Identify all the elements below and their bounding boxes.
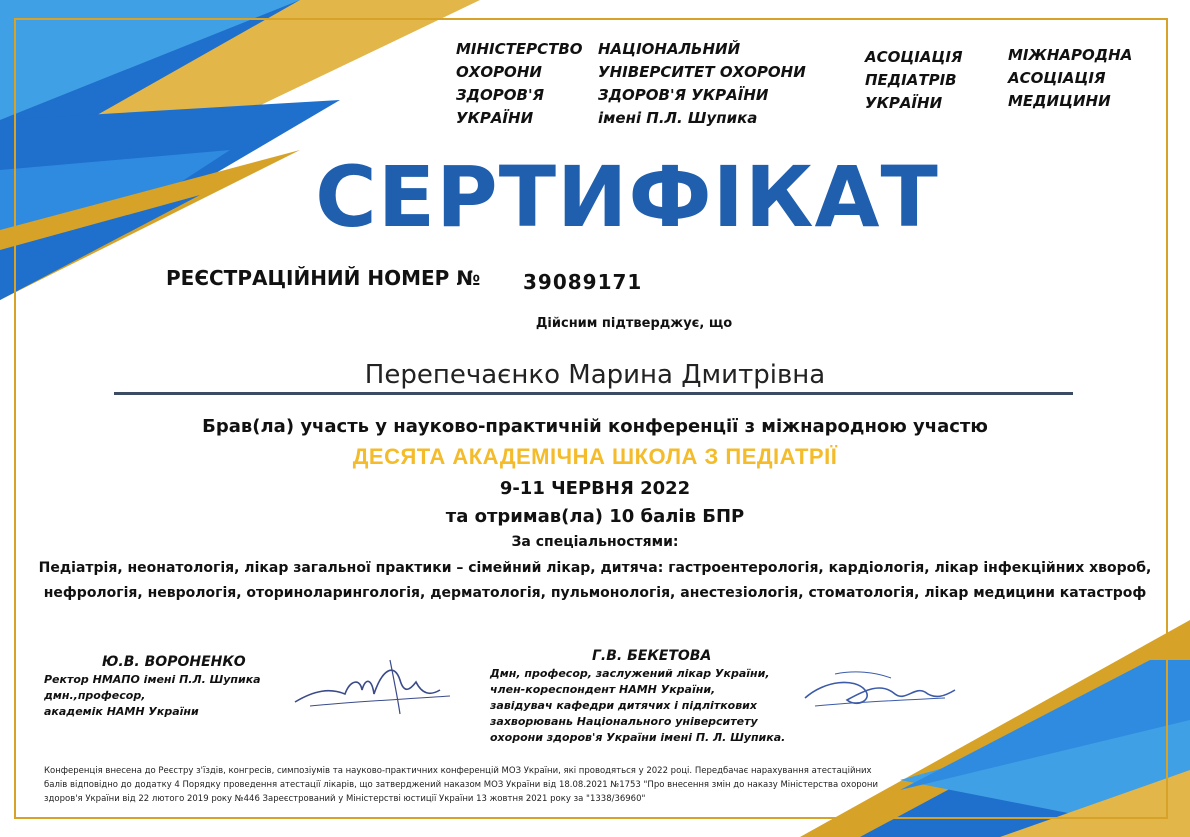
- confirm-text: Дійсним підтверджує, що: [535, 316, 733, 331]
- specialties-list: Педіатрія, неонатологія, лікар загальної практики – сімейний лікар, дитяча: гастроентерологія, кардіологія, лікар інфекційних хвороб, нефрологія, неврологія, оториноларингологія, дерматологія, пульмонологія, анестезіологія, стоматологія, лікар медицини катастроф: [38, 560, 1152, 601]
- org-pediatric-association: АСОЦІАЦІЯ ПЕДІАТРІВ УКРАЇНИ: [865, 48, 963, 112]
- signatory-1-description: Ректор НМАПО імені П.Л. Шупика дмн.,професор, академік НАМН України: [44, 673, 261, 718]
- signatory-2-description: Дмн, професор, заслужений лікар України, член-кореспондент НАМН України, завідувач кафедри дитячих і підліткових захворювань Національного університету охорони здоров'я України імені П. Л. Шупика.: [490, 667, 786, 744]
- signature-2-image: [795, 660, 965, 725]
- footer-note: Конференція внесена до Реєстру з'їздів, конгресів, симпозіумів та науково-практичних конференцій МОЗ України, які проводяться у 2022 році. Передбачає нарахування атестаційних балів відповідно до додатку 4 Порядку проведення атестації лікарів, що затверджений наказом МОЗ України від 18.08.2021 №1753 "Про внесення змін до наказу Міністерства охорони здоров'я України від 22 лютого 2019 року №446 Зареєстрований у Міністерстві юстиції України 13 жовтня 2021 року за "1338/36960": [44, 766, 878, 804]
- registration-label: РЕЄСТРАЦІЙНИЙ НОМЕР №: [166, 266, 481, 290]
- conference-title: ДЕСЯТА АКАДЕМІЧНА ШКОЛА З ПЕДІАТРІЇ: [352, 444, 838, 469]
- name-underline: [114, 392, 1073, 395]
- conference-dates: 9-11 ЧЕРВНЯ 2022: [499, 478, 691, 499]
- certificate-title: СЕРТИФІКАТ: [315, 148, 939, 246]
- signatory-1-name: Ю.В. ВОРОНЕНКО: [102, 654, 246, 670]
- org-university: НАЦІОНАЛЬНИЙ УНІВЕРСИТЕТ ОХОРОНИ ЗДОРОВ'Я УКРАЇНИ імені П.Л. Шупика: [598, 40, 806, 127]
- points-text: та отримав(ла) 10 балів БПР: [445, 506, 745, 527]
- participation-text: Брав(ла) участь у науково-практичній конференції з міжнародною участю: [202, 416, 988, 437]
- org-international-association: МІЖНАРОДНА АСОЦІАЦІЯ МЕДИЦИНИ: [1008, 46, 1133, 110]
- signatory-2-name: Г.В. БЕКЕТОВА: [592, 648, 712, 664]
- org-ministry: МІНІСТЕРСТВО ОХОРОНИ ЗДОРОВ'Я УКРАЇНИ: [456, 40, 583, 127]
- registration-number: 39089171: [523, 270, 643, 294]
- recipient-name: Перепечаєнко Марина Дмитрівна: [364, 360, 826, 390]
- specialties-label: За спеціальностями:: [511, 534, 679, 550]
- signature-1-image: [290, 650, 460, 720]
